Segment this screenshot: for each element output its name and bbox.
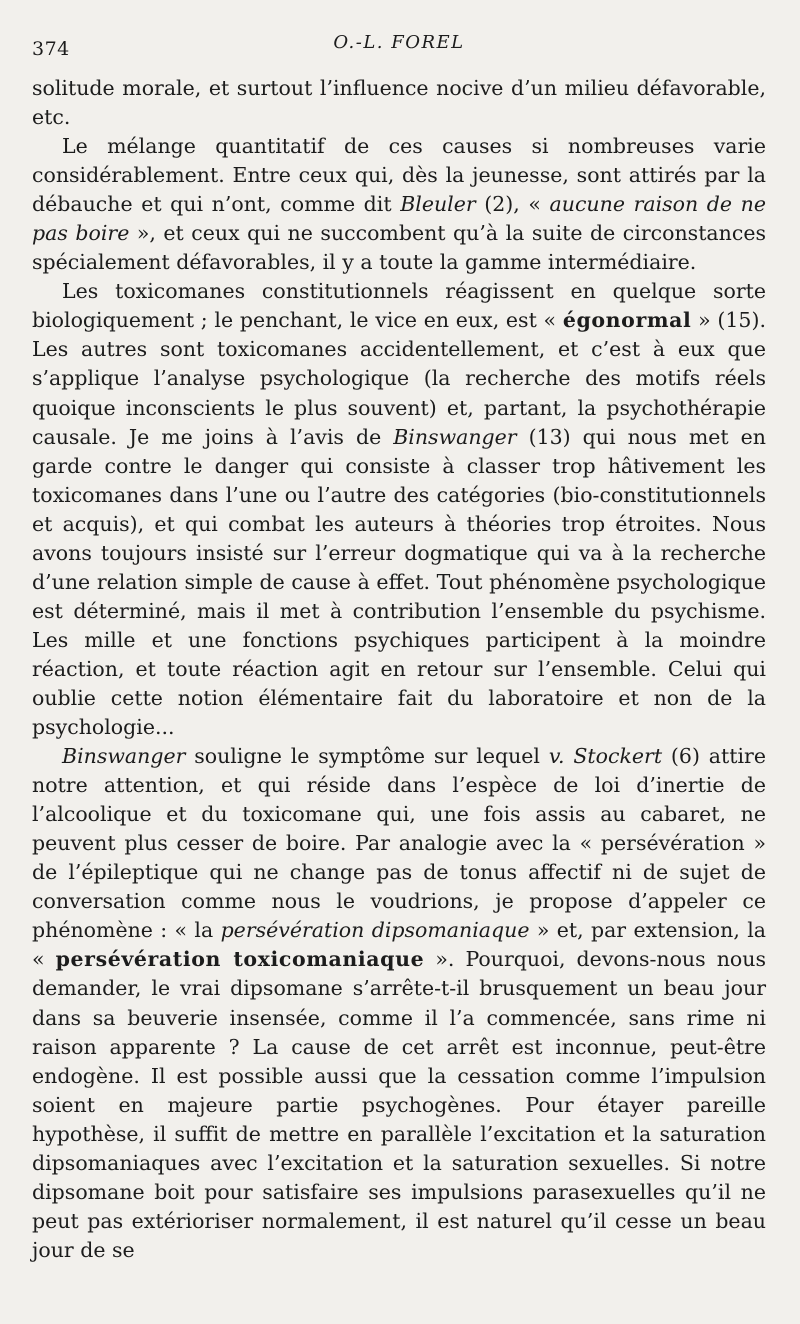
italic-text: v. Stockert [548,744,663,769]
body-text [32,74,766,1265]
text-run: Les toxicomanes constitutionnels réagissent en quelque sorte biologiquement ; le penchant, le vice en eux, est « [32,279,766,333]
text-run: (13) qui nous met en garde contre le danger qui consiste à classer trop hâtivement les toxicomanes dans l’une ou l’autre des catégories (bio-constitutionnels et acquis), et qui combat les auteurs à théories trop étroites. Nous avons toujours insisté sur l’erreur dogmatique qui va à la recherche d’une relation simple de cause à effet. Tout phénomène psychologique est déterminé, mais il met à contribution l’ensemble du psychisme. Les mille et une fonctions psychiques participent à la moindre réaction, et toute réaction agit en retour sur l’ensemble. Celui qui oublie cette notion élémentaire fait du laboratoire et non de la psychologie... [32,424,766,740]
paragraph [32,742,766,1265]
emphasized-text: égonormal [562,308,692,333]
text-run: » (15). Les autres sont toxicomanes accidentellement, et c’est à eux que s’applique l’analyse psychologique (la recherche des motifs réels quoique inconscients le plus souvent) et, partant, la psychothérapie causale. Je me joins à l’avis de [32,308,766,449]
emphasized-text: persévération toxicomaniaque [55,947,425,972]
italic-text: Bleuler [400,192,476,217]
text-run: », et ceux qui ne succombent qu’à la suite de circonstances spécialement défavorables, il y a toute la gamme intermédiaire. [32,221,766,275]
text-run: » et, par extension, la « [32,918,767,972]
text-run: ». Pourquoi, devons-nous nous demander, le vrai dipsomane s’arrête-t-il brusquement un beau jour dans sa beuverie insensée, comme il l’a commencée, sans rime ni raison apparente ? La cause de cet arrêt est inconnue, peut-être endogène. Il est possible aussi que la cessation comme l’impulsion soient en majeure partie psychogènes. Pour étayer pareille hypothèse, il suffit de mettre en parallèle l’excitation et la saturation dipsomaniaques avec l’excitation et la saturation sexuelles. Si notre dipsomane boit pour satisfaire ses impulsions parasexuelles qu’il ne peut pas extérioriser normalement, il est naturel qu’il cesse un beau jour de se [32,947,766,1262]
paragraph [32,277,766,742]
italic-text: Binswanger [393,424,517,449]
italic-text: aucune raison de ne pas boire [32,192,766,246]
text-run: Le mélange quantitatif de ces causes si nombreuses varie considérablement. Entre ceux qui, dès la jeunesse, sont attirés par la débauche et qui n’ont, comme dit [32,134,766,217]
italic-text: persévération dipsomaniaque [220,918,530,943]
page-header [32,30,766,74]
text-run: (2), « [475,192,550,217]
text-run: souligne le symptôme sur lequel [185,744,549,769]
italic-text: Binswanger [62,744,186,769]
text-run: solitude morale, et surtout l’influence nocive d’un milieu défavorable, etc. [32,76,766,130]
text-run: (6) attire notre attention, et qui réside dans l’espèce de loi d’inertie de l’alcoolique et du toxicomane qui, une fois assis au cabaret, ne peuvent plus cesser de boire. Par analogie avec la « persévération » de l’épileptique qui ne change pas de tonus affectif ni de sujet de conversation comme nous le voudrions, je propose d’appeler ce phénomène : « la [32,744,766,943]
running-head: O.-L. FOREL [333,32,465,53]
paragraph [32,132,766,277]
page-number: 374 [32,38,70,60]
paragraph [32,74,766,132]
